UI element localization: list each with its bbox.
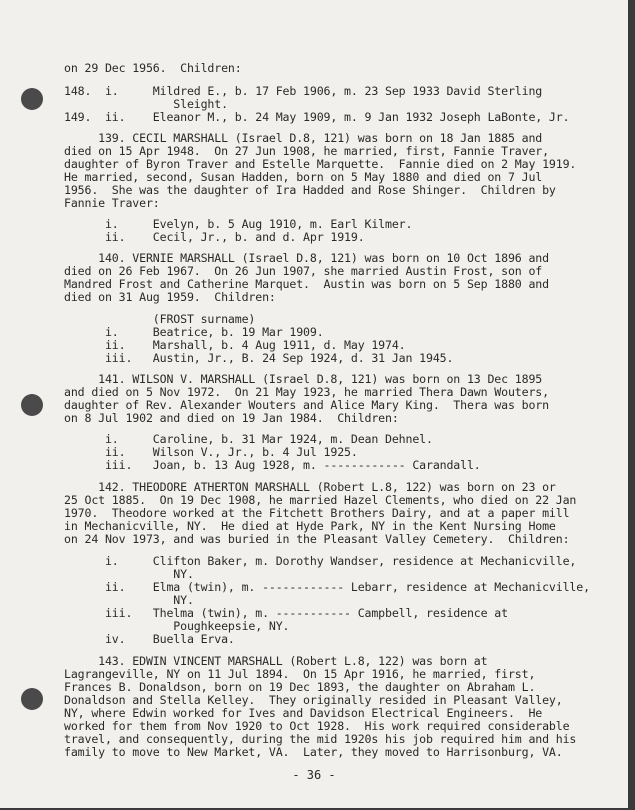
text-line: NY, where Edwin worked for Ives and Davidson Electrical Engineers. He (64, 706, 543, 720)
text-line: Poughkeepsie, NY. (64, 619, 290, 633)
text-line: Sleight. (64, 97, 228, 111)
text-line: 1970. Theodore worked at the Fitchett Brothers Dairy, and at a paper mill (64, 506, 570, 520)
binder-hole (21, 688, 43, 710)
text-line: Lagrangeville, NY on 11 Jul 1894. On 15 Apr 1916, he married, first, (64, 667, 536, 681)
binder-hole (21, 88, 43, 110)
text-line: i. Clifton Baker, m. Dorothy Wandser, residence at Mechanicville, (64, 554, 577, 568)
text-line: died on 26 Feb 1967. On 26 Jun 1907, she married Austin Frost, son of (64, 264, 543, 278)
text-line: NY. (64, 593, 194, 607)
text-line: on 29 Dec 1956. Children: (64, 61, 242, 75)
text-line: iii. Austin, Jr., B. 24 Sep 1924, d. 31 Jan 1945. (64, 351, 454, 365)
text-line: He married, second, Susan Hadden, born on 5 May 1880 and died on 7 Jul (64, 170, 543, 184)
text-line: on 24 Nov 1973, and was buried in the Pleasant Valley Cemetery. Children: (64, 532, 570, 546)
text-line: Fannie Traver: (64, 196, 160, 210)
text-line: daughter of Rev. Alexander Wouters and Alice Mary King. Thera was born (64, 398, 549, 412)
text-line: 139. CECIL MARSHALL (Israel D.8, 121) was born on 18 Jan 1885 and (64, 131, 543, 145)
text-line: in Mechanicville, NY. He died at Hyde Park, NY in the Kent Nursing Home (64, 519, 556, 533)
text-line: i. Beatrice, b. 19 Mar 1909. (64, 325, 324, 339)
text-line: family to move to New Market, VA. Later, they moved to Harrisonburg, VA. (64, 745, 563, 759)
text-line: 149. ii. Eleanor M., b. 24 May 1909, m. 9 Jan 1932 Joseph LaBonte, Jr. (64, 110, 570, 124)
text-line: on 8 Jul 1902 and died on 19 Jan 1984. Children: (64, 411, 399, 425)
text-line: 148. i. Mildred E., b. 17 Feb 1906, m. 23 Sep 1933 David Sterling (64, 84, 543, 98)
text-line: Donaldson and Stella Kelley. They originally resided in Pleasant Valley, (64, 693, 563, 707)
text-line: died on 15 Apr 1948. On 27 Jun 1908, he married, first, Fannie Traver, (64, 144, 549, 158)
text-line: 140. VERNIE MARSHALL (Israel D.8, 121) was born on 10 Oct 1896 and (64, 251, 549, 265)
binder-hole (21, 394, 43, 416)
text-line: NY. (64, 567, 194, 581)
text-line: Frances B. Donaldson, born on 19 Dec 1893, the daughter on Abraham L. (64, 680, 536, 694)
text-line: 1956. She was the daughter of Ira Hadded and Rose Shinger. Children by (64, 183, 556, 197)
text-line: iii. Joan, b. 13 Aug 1928, m. ------------ Carandall. (64, 458, 481, 472)
text-line: died on 31 Aug 1959. Children: (64, 290, 276, 304)
text-line: i. Evelyn, b. 5 Aug 1910, m. Earl Kilmer. (64, 217, 413, 231)
page-number: - 36 - (292, 768, 336, 782)
text-line: 25 Oct 1885. On 19 Dec 1908, he married Hazel Clements, who died on 22 Jan (64, 493, 577, 507)
text-line: daughter of Byron Traver and Estelle Marquette. Fannie died on 2 May 1919. (64, 157, 577, 171)
text-line: 142. THEODORE ATHERTON MARSHALL (Robert L.8, 122) was born on 23 or (64, 480, 556, 494)
text-line: and died on 5 Nov 1972. On 21 May 1923, he married Thera Dawn Wouters, (64, 385, 549, 399)
text-line: 141. WILSON V. MARSHALL (Israel D.8, 121) was born on 13 Dec 1895 (64, 372, 543, 386)
text-line: i. Caroline, b. 31 Mar 1924, m. Dean Dehnel. (64, 432, 433, 446)
text-line: 143. EDWIN VINCENT MARSHALL (Robert L.8, 122) was born at (64, 654, 488, 668)
text-line: ii. Cecil, Jr., b. and d. Apr 1919. (64, 230, 365, 244)
text-line: Mandred Frost and Catherine Marquet. Austin was born on 5 Sep 1880 and (64, 277, 549, 291)
text-line: ii. Wilson V., Jr., b. 4 Jul 1925. (64, 445, 358, 459)
text-line: travel, and consequently, during the mid 1920s his job required him and his (64, 732, 577, 746)
text-line: ii. Elma (twin), m. ------------ Lebarr, residence at Mechanicville, (64, 580, 590, 594)
text-line: iii. Thelma (twin), m. ----------- Campbell, residence at (64, 606, 508, 620)
text-line: iv. Buella Erva. (64, 632, 235, 646)
text-line: ii. Marshall, b. 4 Aug 1911, d. May 1974. (64, 338, 406, 352)
text-line: (FROST surname) (64, 312, 256, 326)
text-line: worked for them from Nov 1920 to Oct 1928. His work required considerable (64, 719, 570, 733)
